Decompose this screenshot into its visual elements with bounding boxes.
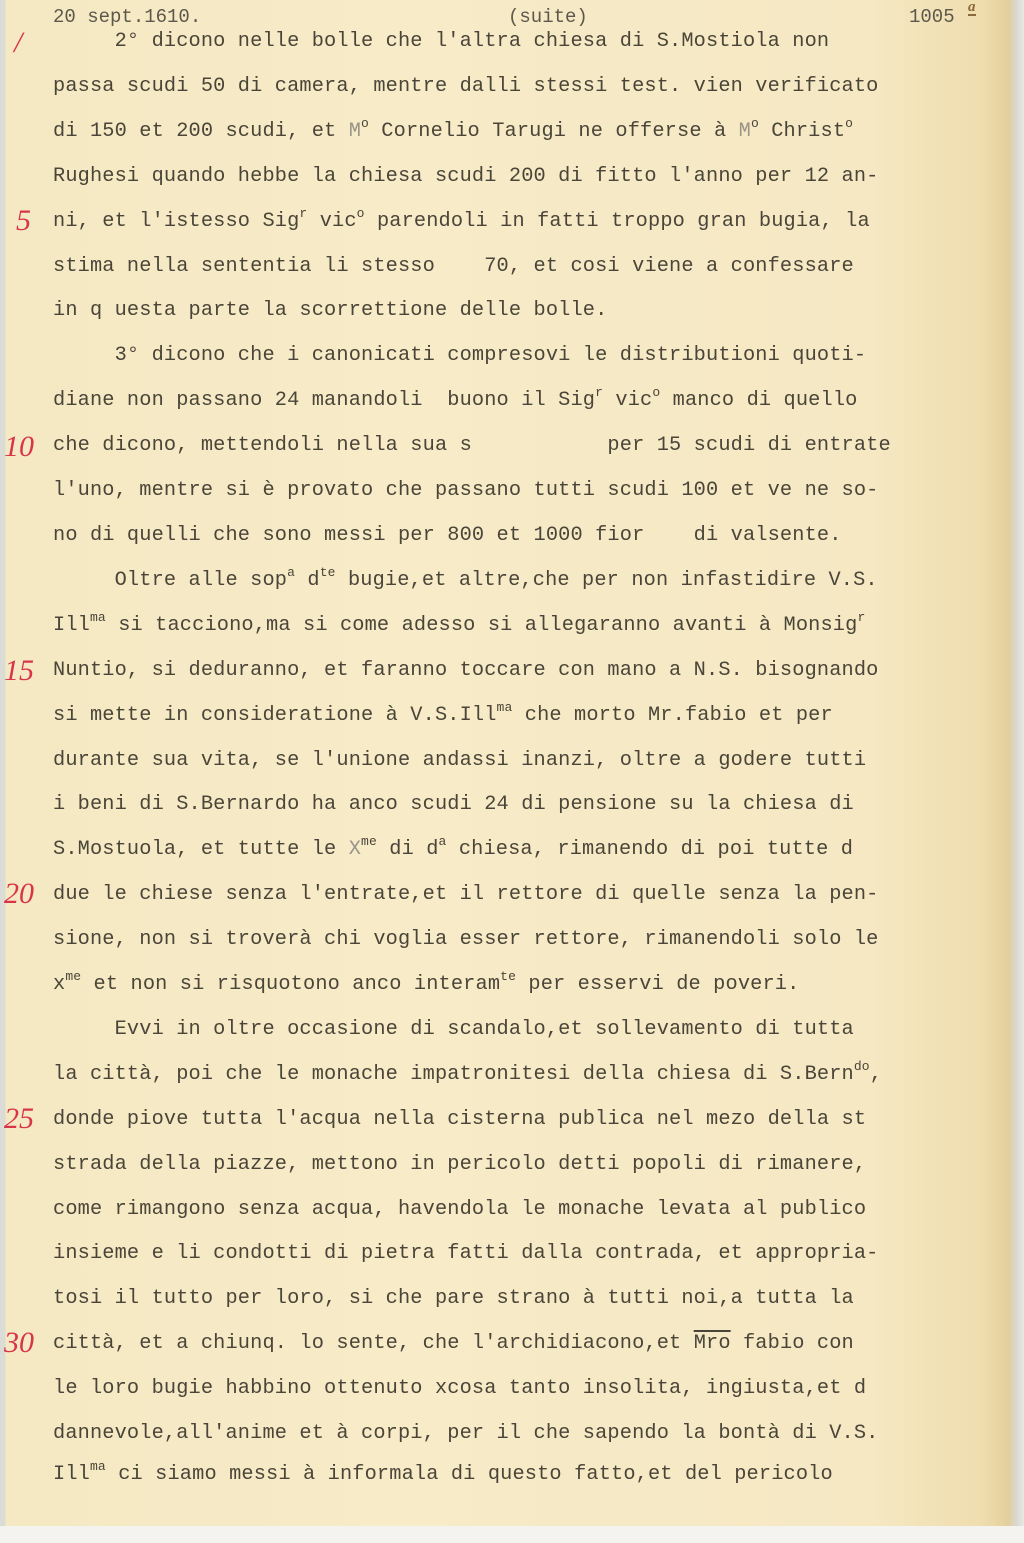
text-line-33: Ill$^{ma}$ ci siamo messi à informala di questo fatto,et del pericolo xyxy=(53,1459,833,1486)
text-line-22: $x^{me}$ et non si risquotono anco interam$^{te}$ per esservi de poveri. xyxy=(53,969,800,996)
header-page-suffix: a xyxy=(968,0,976,15)
text-line-1: 2° dicono nelle bolle che l'altra chiesa di S.Mostiola non xyxy=(53,30,830,53)
text-line-21: sione, non si troverà chi voglia esser rettore, rimanendoli solo le xyxy=(53,928,879,951)
text-line-17: durante sua vita, se l'unione andassi inanzi, oltre a godere tutti xyxy=(53,749,867,772)
text-line-28: insieme e li condotti di pietra fatti dalla contrada, et appropria- xyxy=(53,1242,879,1265)
text-line-12: no di quelli che sono messi per 800 et 1000 fior di valsente. xyxy=(53,524,842,547)
text-line-15: Nuntio, si deduranno, et faranno toccare con mano a N.S. bisognando xyxy=(53,659,879,682)
margin-number-25: 25 xyxy=(4,1102,34,1135)
text-line-23: Evvi in oltre occasione di scandalo,et sollevamento di tutta xyxy=(53,1018,854,1041)
header-suite: (suite) xyxy=(508,6,588,28)
text-line-18: i beni di S.Bernardo ha anco scudi 24 di pensione su la chiesa di xyxy=(53,793,854,816)
text-line-2: passa scudi 50 di camera, mentre dalli stessi test. vien verificato xyxy=(53,75,879,98)
text-line-26: strada della piazze, mettono in pericolo detti popoli di rimanere, xyxy=(53,1153,867,1176)
text-line-27: come rimangono senza acqua, havendola le monache levata al publico xyxy=(53,1198,867,1221)
text-line-20: due le chiese senza l'entrate,et il rettore di quelle senza la pen- xyxy=(53,883,879,906)
margin-number-30: 30 xyxy=(4,1326,34,1359)
text-line-31: le loro bugie habbino ottenuto xcosa tanto insolita, ingiusta,et d xyxy=(53,1377,867,1400)
margin-number-20: 20 xyxy=(4,877,34,910)
text-line-24: la città, poi che le monache impatronitesi della chiesa di S.Bern$^{do}$, xyxy=(53,1059,883,1086)
text-line-3: di 150 et 200 scudi, et $M^o$ Cornelio Tarugi ne offerse à $M^o$ Christ$^o$ xyxy=(53,116,854,143)
text-line-5: ni, et l'istesso Sig$^r$ vic$^o$ parendoli in fatti troppo gran bugia, la xyxy=(53,206,870,233)
text-line-4: Rughesi quando hebbe la chiesa scudi 200 di fitto l'anno per 12 an- xyxy=(53,165,879,188)
header-date: 20 sept.1610. xyxy=(53,6,202,28)
text-line-8: 3° dicono che i canonicati compresovi le distributioni quoti- xyxy=(53,344,867,367)
margin-number-10: 10 xyxy=(4,430,34,463)
text-line-6: stima nella sententia li stesso 70, et cosi viene a confessare xyxy=(53,255,854,278)
text-line-11: l'uno, mentre si è provato che passano tutti scudi 100 et ve ne so- xyxy=(53,479,879,502)
text-line-7: in q uesta parte la scorrettione delle bolle. xyxy=(53,299,608,322)
text-line-29: tosi il tutto per loro, si che pare strano à tutti noi,a tutta la xyxy=(53,1287,854,1310)
text-line-30: città, et a chiunq. lo sente, che l'archidiacono,et $\overline{Mro}$ fabio con xyxy=(53,1332,854,1355)
text-line-19: S.Mostuola, et tutte le $X^{me}$ di $d^a$ chiesa, rimanendo di poi tutte d xyxy=(53,834,854,861)
text-line-9: diane non passano 24 manandoli buono il Sig$^r$ vic$^o$ manco di quello xyxy=(53,385,858,412)
text-line-25: donde piove tutta l'acqua nella cisterna publica nel mezo della st xyxy=(53,1108,867,1131)
text-line-16: si mette in consideratione à V.S.Ill$^{ma}$ che morto Mr.fabio et per xyxy=(53,700,833,727)
margin-number-5: 5 xyxy=(16,204,31,237)
text-line-14: Ill$^{ma}$ si tacciono,ma si come adesso si allegaranno avanti à Monsig$^r$ xyxy=(53,610,866,637)
header-page-number: 1005 xyxy=(909,6,955,28)
margin-number-15: 15 xyxy=(4,654,34,687)
text-line-32: dannevole,all'anime et à corpi, per il che sapendo la bontà di V.S. xyxy=(53,1422,879,1445)
text-line-10: che dicono, mettendoli nella sua s per 15 scudi di entrate xyxy=(53,434,891,457)
text-line-13: Oltre alle sop$^a$ $d^{te}$ bugie,et altre,che per non infastidire V.S. xyxy=(53,565,878,592)
margin-number-1: / xyxy=(14,26,23,59)
